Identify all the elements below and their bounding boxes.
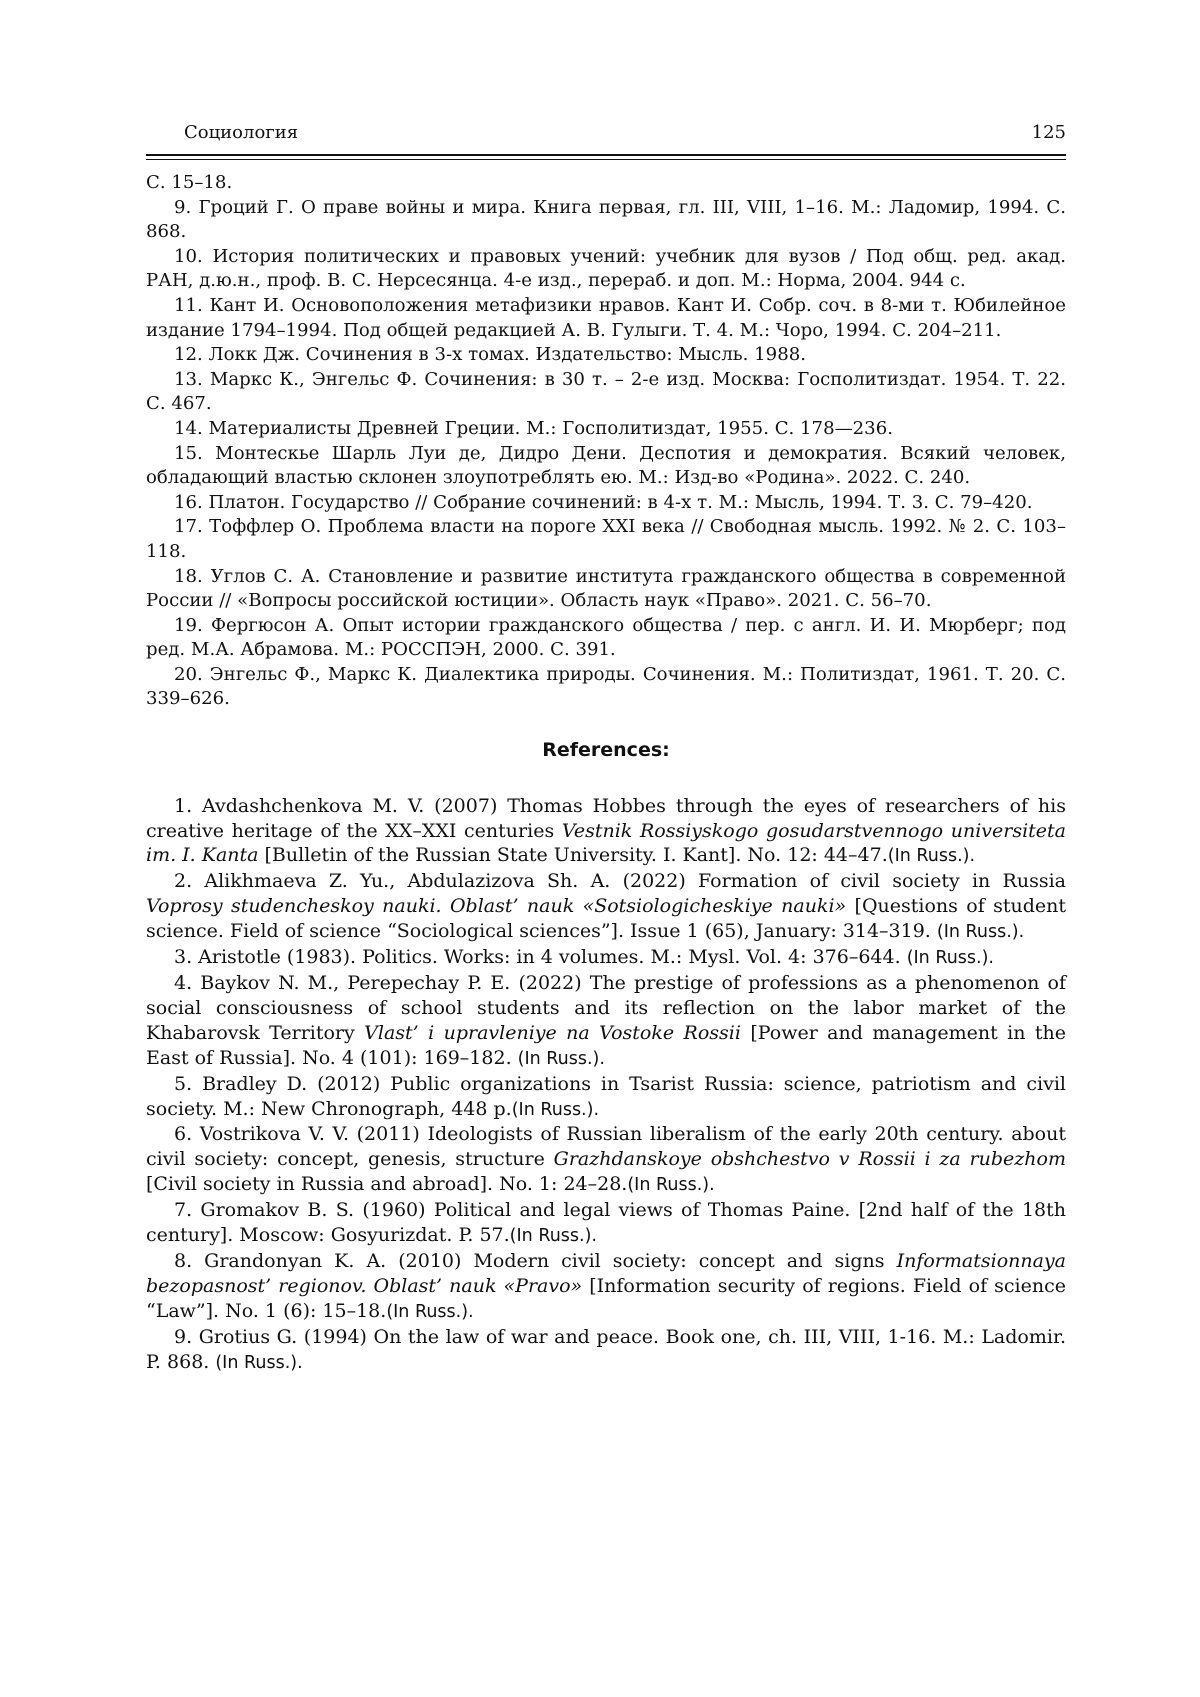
reference-text: 9. Grotius G. (1994) On the law of war and peace. Book one, ch. III, VIII, 1-16. M.: Ladomir. P. 868. <box>146 1325 1066 1373</box>
reference-2 <box>146 869 1066 945</box>
reference-6 <box>146 1122 1066 1198</box>
reference-1 <box>146 794 1066 870</box>
language-tag: (In Russ.). <box>906 948 994 969</box>
language-tag: (In Russ.). <box>511 1099 600 1120</box>
language-tag: (In Russ.). <box>386 1301 474 1322</box>
language-tag: (In Russ.). <box>215 1352 303 1373</box>
journal-title: Vestnik Rossiyskogo gosudarstvennogo universiteta im. I. Kanta <box>146 819 1066 867</box>
russian-reference-20: 20. Энгельс Ф., Маркс К. Диалектика природы. Сочинения. М.: Политиздат, 1961. Т. 20. С. 339–626. <box>146 663 1066 710</box>
journal-title: Informatsionnaya bezopasnost’ regionov. Oblast’ nauk «Pravo» <box>146 1249 1066 1297</box>
russian-reference-14: 14. Материалисты Древней Греции. М.: Госполитиздат, 1955. С. 178—236. <box>174 417 893 439</box>
journal-title: Grazhdanskoye obshchestvo v Rossii i za rubezhom <box>553 1148 1066 1171</box>
reference-text: [Civil society in Russia and abroad]. No. 1: 24–28. <box>146 1173 628 1196</box>
reference-text: 6. Vostrikova V. V. (2011) Ideologists of Russian liberalism of the early 20th century. about civil society: concept, genesis, structure <box>146 1123 1066 1171</box>
language-tag: (In Russ.). <box>887 846 976 867</box>
journal-title: Vlast’ i upravleniye na Vostoke Rossii <box>364 1021 741 1044</box>
reference-3 <box>146 945 1066 971</box>
journal-title: Voprosy studencheskoy nauki. Oblast’ nauk «Sotsiologicheskiye nauki» <box>146 895 847 918</box>
reference-9 <box>146 1325 1066 1376</box>
language-tag: (In Russ.). <box>517 1048 605 1069</box>
reference-4 <box>146 971 1066 1072</box>
header-rule-thick <box>146 154 1066 156</box>
english-references <box>146 794 1066 1376</box>
russian-reference-13: 13. Маркс К., Энгельс Ф. Сочинения: в 30 т. – 2-е изд. Москва: Госполитиздат. 1954. Т. 22. С. 467. <box>146 368 1066 415</box>
reference-text: 7. Gromakov B. S. (1960) Political and legal views of Thomas Paine. [2nd half of the 18th century]. Moscow: Gosyurizdat. P. 57. <box>146 1199 1066 1247</box>
reference-8 <box>146 1249 1066 1325</box>
russian-reference-9: 9. Гроций Г. О праве войны и мира. Книга первая, гл. III, VIII, 1–16. М.: Ладомир, 1994. С. 868. <box>146 196 1066 243</box>
language-tag: (In Russ.). <box>627 1175 715 1196</box>
russian-reference-18: 18. Углов С. А. Становление и развитие института гражданского общества в современной России // «Вопросы российской юстиции». Область наук «Право». 2021. С. 56–70. <box>146 565 1066 612</box>
reference-text: 5. Bradley D. (2012) Public organizations in Tsarist Russia: science, patriotism and civil society. M.: New Chronograph, 448 p. <box>146 1072 1066 1120</box>
header-rule-thin <box>146 159 1066 160</box>
language-tag: (In Russ.). <box>936 922 1025 943</box>
reference-text: 2. Alikhmaeva Z. Yu., Abdulazizova Sh. A. (2022) Formation of civil society in Russia <box>174 870 1066 893</box>
reference-5 <box>146 1072 1066 1123</box>
reference-text: 8. Grandonyan K. A. (2010) Modern civil society: concept and signs <box>174 1249 897 1272</box>
reference-7 <box>146 1198 1066 1249</box>
russian-reference-16: 16. Платон. Государство // Собрание сочинений: в 4-х т. М.: Мысль, 1994. Т. 3. С. 79–420. <box>174 491 1033 513</box>
reference-continuation: С. 15–18. <box>146 172 233 193</box>
reference-text: [Bulletin of the Russian State University. I. Kant]. No. 12: 44–47. <box>258 844 888 867</box>
page-header <box>146 120 1066 148</box>
reference-text: [Power and management in the East of Russia]. No. 4 (101): 169–182. <box>146 1021 1066 1069</box>
russian-reference-11: 11. Кант И. Основоположения метафизики нравов. Кант И. Собр. соч. в 8-ми т. Юбилейное издание 1794–1994. Под общей редакцией А. В. Гулыги. Т. 4. М.: Чоро, 1994. С. 204–211. <box>146 294 1066 341</box>
reference-text: [Questions of student science. Field of science “Sociological sciences”]. Issue 1 (65), January: 314–319. <box>146 895 1067 943</box>
language-tag: (In Russ.). <box>509 1226 597 1247</box>
russian-reference-19: 19. Фергюсон А. Опыт истории гражданского общества / пер. с англ. И. И. Мюрберг; под ред. М.А. Абрамова. М.: РОССПЭН, 2000. С. 391. <box>146 614 1066 661</box>
running-title: Социология <box>184 122 299 143</box>
reference-text: 4. Baykov N. M., Perepechay P. E. (2022) The prestige of professions as a phenomenon of social consciousness of school students and its reflection on the labor market of the Khabarovsk Territory <box>146 972 1066 1044</box>
reference-text: [Information security of regions. Field of science “Law”]. No. 1 (6): 15–18. <box>146 1274 1066 1322</box>
reference-text: 1. Avdashchenkova M. V. (2007) Thomas Hobbes through the eyes of researchers of his creative heritage of the XX–XXI centuries <box>146 794 1066 842</box>
russian-reference-10: 10. История политических и правовых учений: учебник для вузов / Под общ. ред. акад. РАН, д.ю.н., проф. В. С. Нерсесянца. 4-е изд., перераб. и доп. М.: Норма, 2004. 944 с. <box>146 245 1066 292</box>
references-heading: References: <box>542 739 670 762</box>
russian-reference-17: 17. Тоффлер О. Проблема власти на пороге XXI века // Свободная мысль. 1992. № 2. С. 103–118. <box>146 516 1066 562</box>
russian-reference-15: 15. Монтескье Шарль Луи де, Дидро Дени. Деспотия и демократия. Всякий человек, обладающий властью склонен злоупотреблять ею. М.: Изд-во «Родина». 2022. С. 240. <box>146 442 1066 489</box>
page-number: 125 <box>1031 122 1066 143</box>
page-body <box>146 171 1066 1376</box>
russian-reference-12: 12. Локк Дж. Сочинения в 3-х томах. Издательство: Мысль. 1988. <box>174 344 806 366</box>
reference-text: 3. Aristotle (1983). Politics. Works: in 4 volumes. M.: Mysl. Vol. 4: 376–644. <box>174 946 907 969</box>
